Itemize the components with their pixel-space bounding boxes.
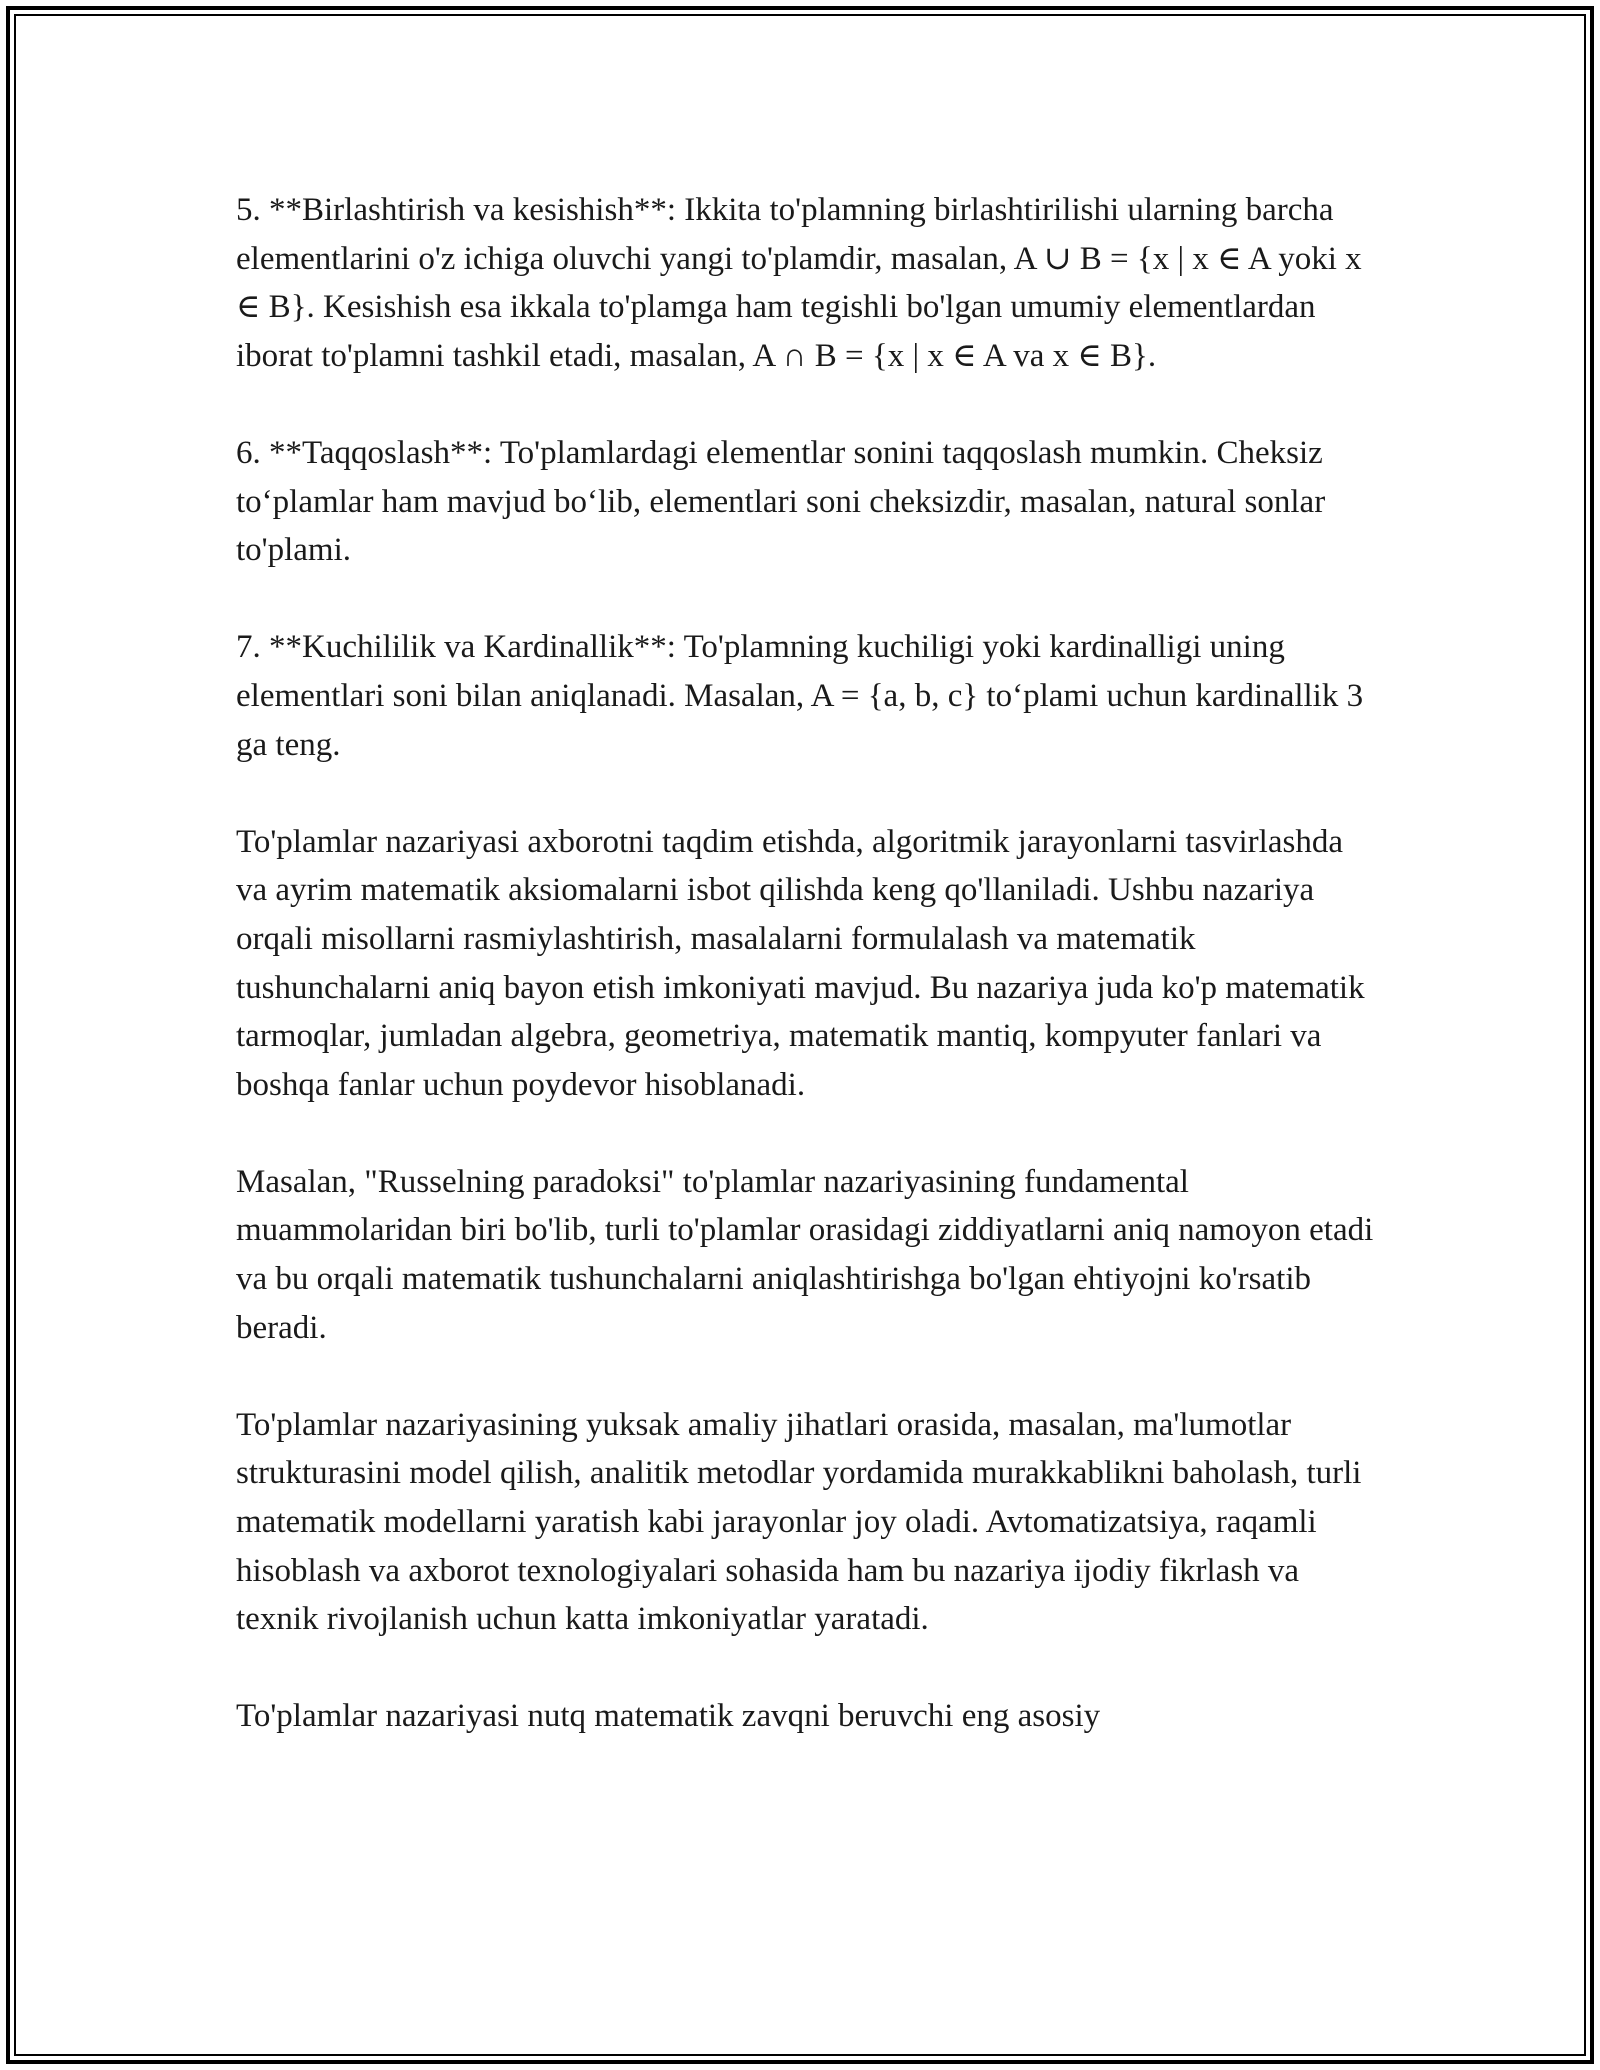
paragraph-comparison: 6. **Taqqoslash**: To'plamlardagi elementlar sonini taqqoslash mumkin. Cheksiz to‘plamlar ham mavjud bo‘lib, elementlari soni cheksizdir, masalan, natural sonlar to'plami. <box>236 434 1326 569</box>
paragraph-cardinality: 7. **Kuchililik va Kardinallik**: To'plamning kuchiligi yoki kardinalligi uning elementlari soni bilan aniqlanadi. Masalan, A = {a, b, c} to‘plami uchun kardinallik 3 ga teng. <box>236 629 1364 763</box>
paragraph-union-intersection: 5. **Birlashtirish va kesishish**: Ikkita to'plamning birlashtirilishi ularning barcha elementlarini o'z ichiga oluvchi yangi to'plamdir, masalan, A ∪ B = {x | x ∈ A yoki x ∈ B}. Kesishish esa ikkala to'plamga ham tegishli bo'lgan umumiy elementlardan iborat to'plamni tashkil etadi, masalan, A ∩ B = {x | x ∈ A va x ∈ B}. <box>236 192 1362 374</box>
paragraph-russell-paradox: Masalan, "Russelning paradoksi" to'plamlar nazariyasining fundamental muammolaridan biri bo'lib, turli to'plamlar orasidagi ziddiyatlarni aniq namoyon etadi va bu orqali matematik tushunchalarni aniqlashtirishga bo'lgan ehtiyojni ko'rsatib beradi. <box>236 1163 1374 1346</box>
paragraph-practical-aspects: To'plamlar nazariyasining yuksak amaliy jihatlari orasida, masalan, ma'lumotlar strukturasini model qilish, analitik metodlar yordamida murakkablikni baholash, turli matematik modellarni yaratish kabi jarayonlar joy oladi. Avtomatizatsiya, raqamli hisoblash va axborot texnologiyalari sohasida ham bu nazariya ijodiy fikrlash va texnik rivojlanish uchun katta imkoniyatlar yaratadi. <box>236 1406 1362 1638</box>
paragraph-closing: To'plamlar nazariyasi nutq matematik zavqni beruvchi eng asosiy <box>236 1698 1101 1735</box>
paragraph-applications: To'plamlar nazariyasi axborotni taqdim etishda, algoritmik jarayonlarni tasvirlashda va ayrim matematik aksiomalarni isbot qilishda keng qo'llaniladi. Ushbu nazariya orqali misollarni rasmiylashtirish, masalalarni formulalash va matematik tushunchalarni aniq bayon etish imkoniyati mavjud. Bu nazariya juda ko'p matematik tarmoqlar, jumladan algebra, geometriya, matematik mantiq, kompyuter fanlari va boshqa fanlar uchun poydevor hisoblanadi. <box>236 823 1365 1103</box>
document-body <box>236 186 1376 1741</box>
